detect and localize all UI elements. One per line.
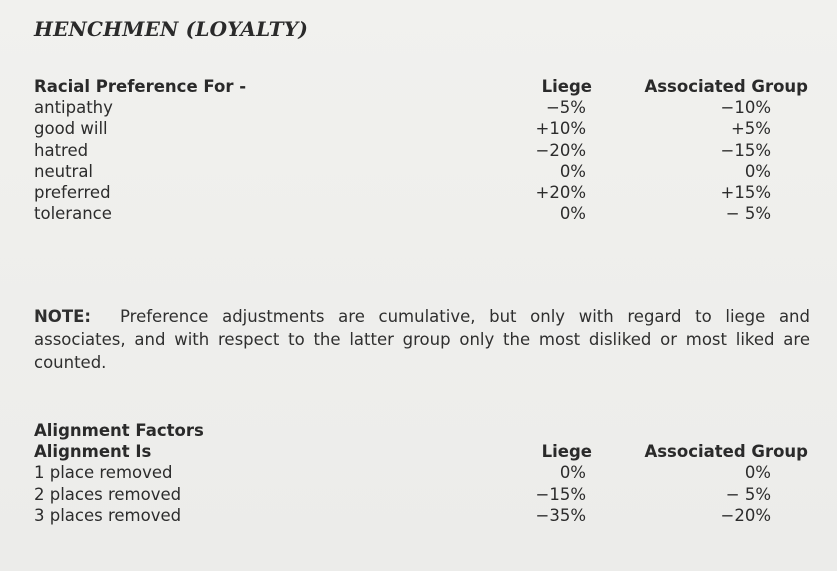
associated-group-value: 0% bbox=[744, 463, 771, 483]
liege-value: −5% bbox=[545, 98, 586, 118]
associated-group-value: +5% bbox=[730, 119, 771, 139]
row-label: antipathy bbox=[34, 98, 113, 118]
column-header-alignment: Alignment Is bbox=[34, 442, 152, 462]
table-header-row bbox=[34, 76, 814, 97]
note-label: NOTE: bbox=[34, 307, 91, 326]
row-label: good will bbox=[34, 119, 108, 139]
table-row bbox=[34, 462, 814, 483]
associated-group-value: +15% bbox=[720, 182, 771, 202]
associated-group-value: − 5% bbox=[725, 204, 771, 224]
section-title: HENCHMEN (LOYALTY) bbox=[34, 17, 308, 41]
row-label: preferred bbox=[34, 182, 111, 202]
row-label: neutral bbox=[34, 161, 94, 181]
associated-group-value: 0% bbox=[744, 161, 771, 181]
row-label: tolerance bbox=[34, 204, 112, 224]
table-header-row bbox=[34, 441, 814, 462]
column-header-preference: Racial Preference For - bbox=[34, 77, 247, 96]
table-heading bbox=[34, 420, 814, 441]
table-row bbox=[34, 161, 814, 182]
racial-preference-table bbox=[34, 76, 814, 224]
row-label: 1 place removed bbox=[34, 463, 173, 483]
column-header-associated-group: Associated Group bbox=[644, 442, 808, 462]
table-row bbox=[34, 484, 814, 505]
note-text: Preference adjustments are cumulative, but only with regard to liege and associates, and with respect to the latter group only the most disliked or most liked are counted. bbox=[34, 307, 810, 372]
column-header-associated-group: Associated Group bbox=[644, 77, 808, 96]
associated-group-value: − 5% bbox=[725, 484, 771, 504]
column-header-liege: Liege bbox=[541, 77, 592, 96]
table-row bbox=[34, 182, 814, 203]
liege-value: −35% bbox=[535, 505, 586, 525]
table-row bbox=[34, 140, 814, 161]
liege-value: +10% bbox=[535, 119, 586, 139]
associated-group-value: −10% bbox=[720, 98, 771, 118]
liege-value: −15% bbox=[535, 484, 586, 504]
row-label: 3 places removed bbox=[34, 505, 182, 525]
liege-value: 0% bbox=[559, 204, 586, 224]
column-header-liege: Liege bbox=[541, 442, 592, 462]
row-label: hatred bbox=[34, 140, 89, 160]
table-row bbox=[34, 505, 814, 526]
liege-value: 0% bbox=[559, 161, 586, 181]
liege-value: −20% bbox=[535, 140, 586, 160]
table-row bbox=[34, 203, 814, 224]
liege-value: 0% bbox=[559, 463, 586, 483]
alignment-factors-heading: Alignment Factors bbox=[34, 421, 204, 440]
table-row bbox=[34, 118, 814, 139]
row-label: 2 places removed bbox=[34, 484, 182, 504]
associated-group-value: −20% bbox=[720, 505, 771, 525]
liege-value: +20% bbox=[535, 182, 586, 202]
alignment-factors-table bbox=[34, 420, 814, 526]
table-row bbox=[34, 97, 814, 118]
associated-group-value: −15% bbox=[720, 140, 771, 160]
